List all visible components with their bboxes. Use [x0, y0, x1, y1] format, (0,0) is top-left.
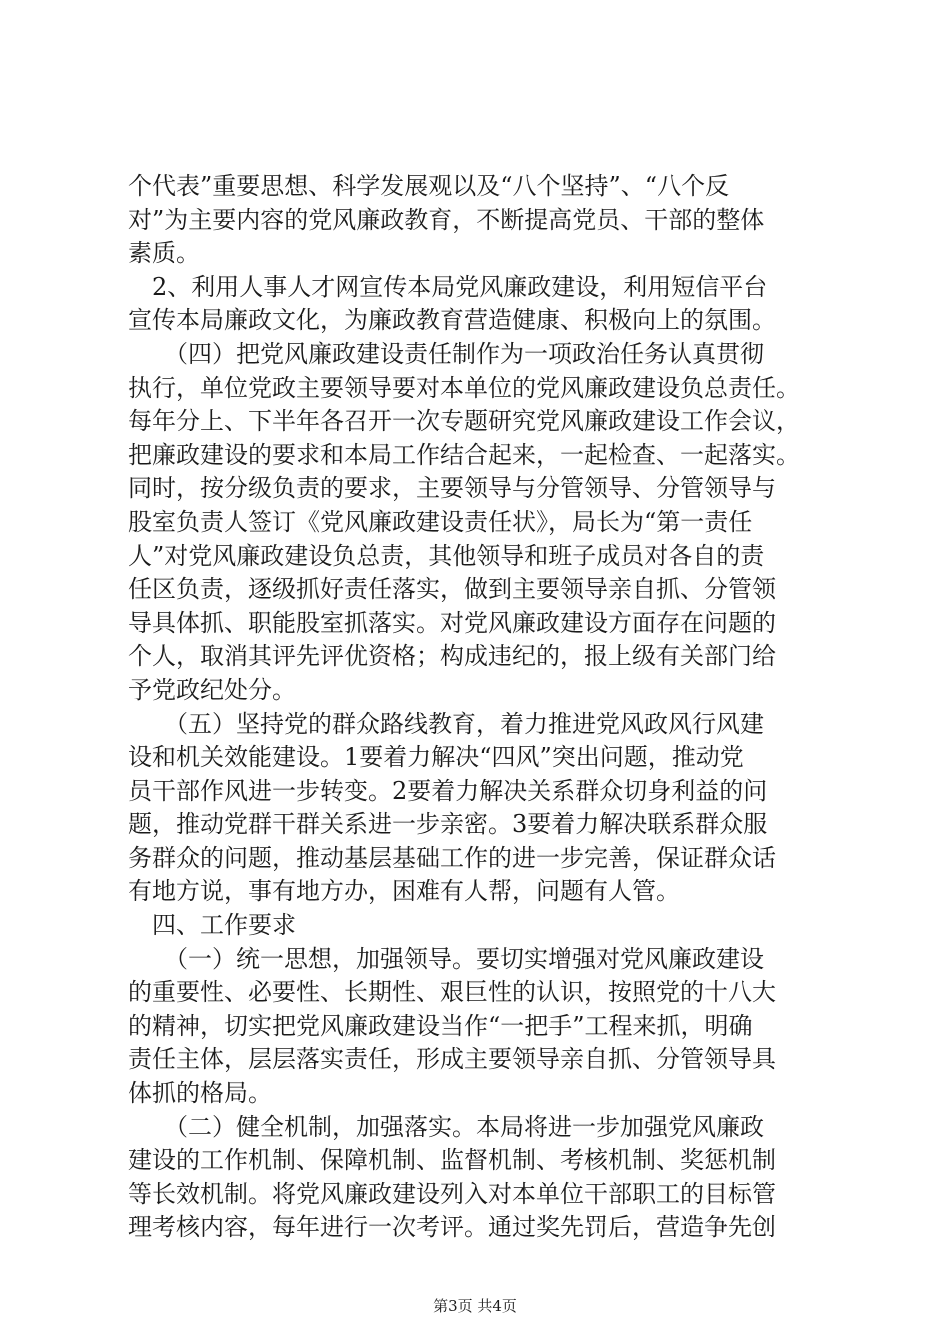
text-line: 宣传本局廉政文化，为廉政教育营造健康、积极向上的氛围。	[128, 306, 776, 335]
text-line: 有地方说，事有地方办，困难有人帮，问题有人管。	[128, 877, 680, 906]
text-line: 个人，取消其评先评优资格；构成违纪的，报上级有关部门给	[128, 642, 776, 671]
text-line: 建设的工作机制、保障机制、监督机制、考核机制、奖惩机制	[128, 1146, 776, 1175]
text-line: 理考核内容，每年进行一次考评。通过奖先罚后，营造争先创	[128, 1213, 776, 1242]
text-line: 导具体抓、职能股室抓落实。对党风廉政建设方面存在问题的	[128, 608, 776, 637]
text-line: 对”为主要内容的党风廉政教育，不断提高党员、干部的整体	[128, 205, 765, 234]
text-line: 股室负责人签订《党风廉政建设责任状》，局长为“第一责任	[128, 507, 753, 536]
text-line: 人”对党风廉政建设负总责，其他领导和班子成员对各自的责	[128, 541, 765, 570]
text-line: 设和机关效能建设。1要着力解决“四风”突出问题，推动党	[128, 743, 744, 772]
text-line: 每年分上、下半年各召开一次专题研究党风廉政建设工作会议，	[128, 407, 800, 436]
text-line: 把廉政建设的要求和本局工作结合起来，一起检查、一起落实。	[128, 440, 800, 469]
page-number-footer: 第3页 共4页	[433, 1297, 517, 1315]
text-line: （四）把党风廉政建设责任制作为一项政治任务认真贯彻	[128, 339, 764, 368]
text-line: 题，推动党群干群关系进一步亲密。3要着力解决联系群众服	[128, 810, 768, 839]
text-line: 的精神，切实把党风廉政建设当作“一把手”工程来抓，明确	[128, 1011, 753, 1040]
text-line: 个代表”重要思想、科学发展观以及“八个坚持”、“八个反	[128, 172, 730, 200]
text-line: 同时，按分级负责的要求，主要领导与分管领导、分管领导与	[128, 474, 776, 503]
text-line: 予党政纪处分。	[128, 675, 296, 704]
text-line: 责任主体，层层落实责任，形成主要领导亲自抓、分管领导具	[128, 1045, 776, 1074]
text-line: 体抓的格局。	[128, 1079, 272, 1108]
text-line: 素质。	[128, 239, 200, 268]
section-heading: 四、工作要求	[128, 911, 296, 940]
text-line: 执行，单位党政主要领导要对本单位的党风廉政建设负总责任。	[128, 373, 800, 402]
text-line: （五）坚持党的群众路线教育，着力推进党风政风行风建	[128, 709, 764, 738]
text-line: （二）健全机制，加强落实。本局将进一步加强党风廉政	[128, 1112, 764, 1141]
text-line: 的重要性、必要性、长期性、艰巨性的认识，按照党的十八大	[128, 978, 776, 1007]
text-line: 任区负责，逐级抓好责任落实，做到主要领导亲自抓、分管领	[128, 575, 776, 604]
text-line: （一）统一思想，加强领导。要切实增强对党风廉政建设	[128, 944, 764, 973]
text-line: 2、利用人事人才网宣传本局党风廉政建设，利用短信平台	[128, 272, 768, 301]
text-line: 等长效机制。将党风廉政建设列入对本单位干部职工的目标管	[128, 1179, 776, 1208]
text-line: 员干部作风进一步转变。2要着力解决关系群众切身利益的问	[128, 776, 768, 805]
body-text	[128, 170, 828, 1245]
text-line: 务群众的问题，推动基层基础工作的进一步完善，保证群众话	[128, 843, 776, 872]
